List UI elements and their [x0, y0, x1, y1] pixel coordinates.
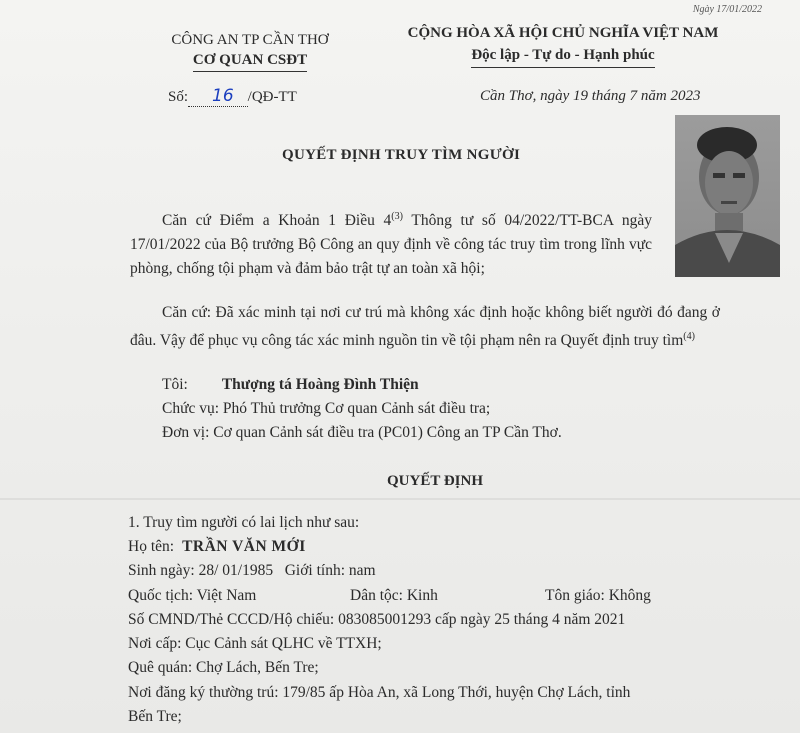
- national-header: [378, 22, 748, 68]
- paper-fold: [0, 498, 800, 500]
- officer-position: Chức vụ: Phó Thủ trưởng Cơ quan Cảnh sát điều tra;: [162, 400, 491, 417]
- place-date: Cần Thơ, ngày 19 tháng 7 năm 2023: [480, 88, 701, 104]
- nationality: Quốc tịch: Việt Nam: [128, 587, 257, 604]
- national-motto: Độc lập - Tự do - Hạnh phúc: [471, 44, 654, 68]
- agency-header: [150, 30, 350, 72]
- ethnicity: Dân tộc: Kinh: [350, 587, 438, 604]
- agency-line1: CÔNG AN TP CẦN THƠ: [171, 32, 329, 48]
- sex: Giới tính: nam: [284, 562, 376, 579]
- para2-footnote: (4): [683, 331, 695, 342]
- religion: Tôn giáo: Không: [545, 587, 651, 604]
- name-label: Họ tên:: [128, 538, 175, 555]
- officer-name: Thượng tá Hoàng Đình Thiện: [221, 376, 419, 393]
- dob: Sinh ngày: 28/ 01/1985: [128, 562, 274, 579]
- person-name-line: [128, 538, 306, 556]
- section-title: QUYẾT ĐỊNH: [387, 473, 483, 489]
- para1-footnote: (3): [391, 211, 403, 222]
- hometown-line: Quê quán: Chợ Lách, Bến Tre;: [128, 659, 319, 676]
- para2-text: Căn cứ: Đã xác minh tại nơi cư trú mà không xác định hoặc không biết người đó đang ở đâu. Vậy để phục vụ công tác xác minh nguồn tin về tội phạm nên ra Quyết định truy tìm: [130, 304, 720, 350]
- para1-text-b: Thông tư số 04/2022/TT-BCA ngày 17/01/2022 của Bộ trưởng Bộ Công an quy định về công tác truy tìm trong lĩnh vực phòng, chống tội phạm và đảm bảo trật tự an toàn xã hội;: [130, 212, 652, 278]
- number-suffix: /QĐ-TT: [247, 89, 297, 105]
- residence-line-2: Bến Tre;: [128, 708, 182, 725]
- legal-basis-paragraph: [130, 205, 652, 281]
- para1-text-a: Căn cứ Điểm a Khoản 1 Điều 4: [162, 212, 392, 230]
- residence-line: Nơi đăng ký thường trú: 179/85 ấp Hòa An, xã Long Thới, huyện Chợ Lách, tỉnh: [128, 684, 631, 701]
- decision-number: [168, 86, 297, 106]
- basis-paragraph: [130, 301, 720, 353]
- agency-line2: CƠ QUAN CSĐT: [193, 50, 307, 72]
- portrait-photo: [675, 115, 780, 277]
- dob-line: [128, 562, 376, 580]
- details-intro: 1. Truy tìm người có lai lịch như sau:: [128, 514, 360, 531]
- national-title: CỘNG HÒA XÃ HỘI CHỦ NGHĨA VIỆT NAM: [407, 25, 719, 41]
- document-title: QUYẾT ĐỊNH TRUY TÌM NGƯỜI: [282, 147, 521, 163]
- issued-by-line: Nơi cấp: Cục Cảnh sát QLHC về TTXH;: [128, 635, 382, 652]
- number-prefix: Số:: [168, 89, 189, 105]
- officer-label: Tôi:: [162, 376, 188, 393]
- id-line: Số CMND/Thẻ CCCD/Hộ chiếu: 083085001293 cấp ngày 25 tháng 4 năm 2021: [128, 611, 626, 628]
- nationality-line: [128, 587, 651, 605]
- person-name: TRẦN VĂN MỚI: [182, 538, 306, 555]
- officer-line: [162, 376, 419, 394]
- officer-unit: Đơn vị: Cơ quan Cảnh sát điều tra (PC01) Công an TP Cần Thơ.: [162, 424, 562, 441]
- top-date: Ngày 17/01/2022: [692, 4, 762, 15]
- handwritten-number: 16: [188, 86, 248, 107]
